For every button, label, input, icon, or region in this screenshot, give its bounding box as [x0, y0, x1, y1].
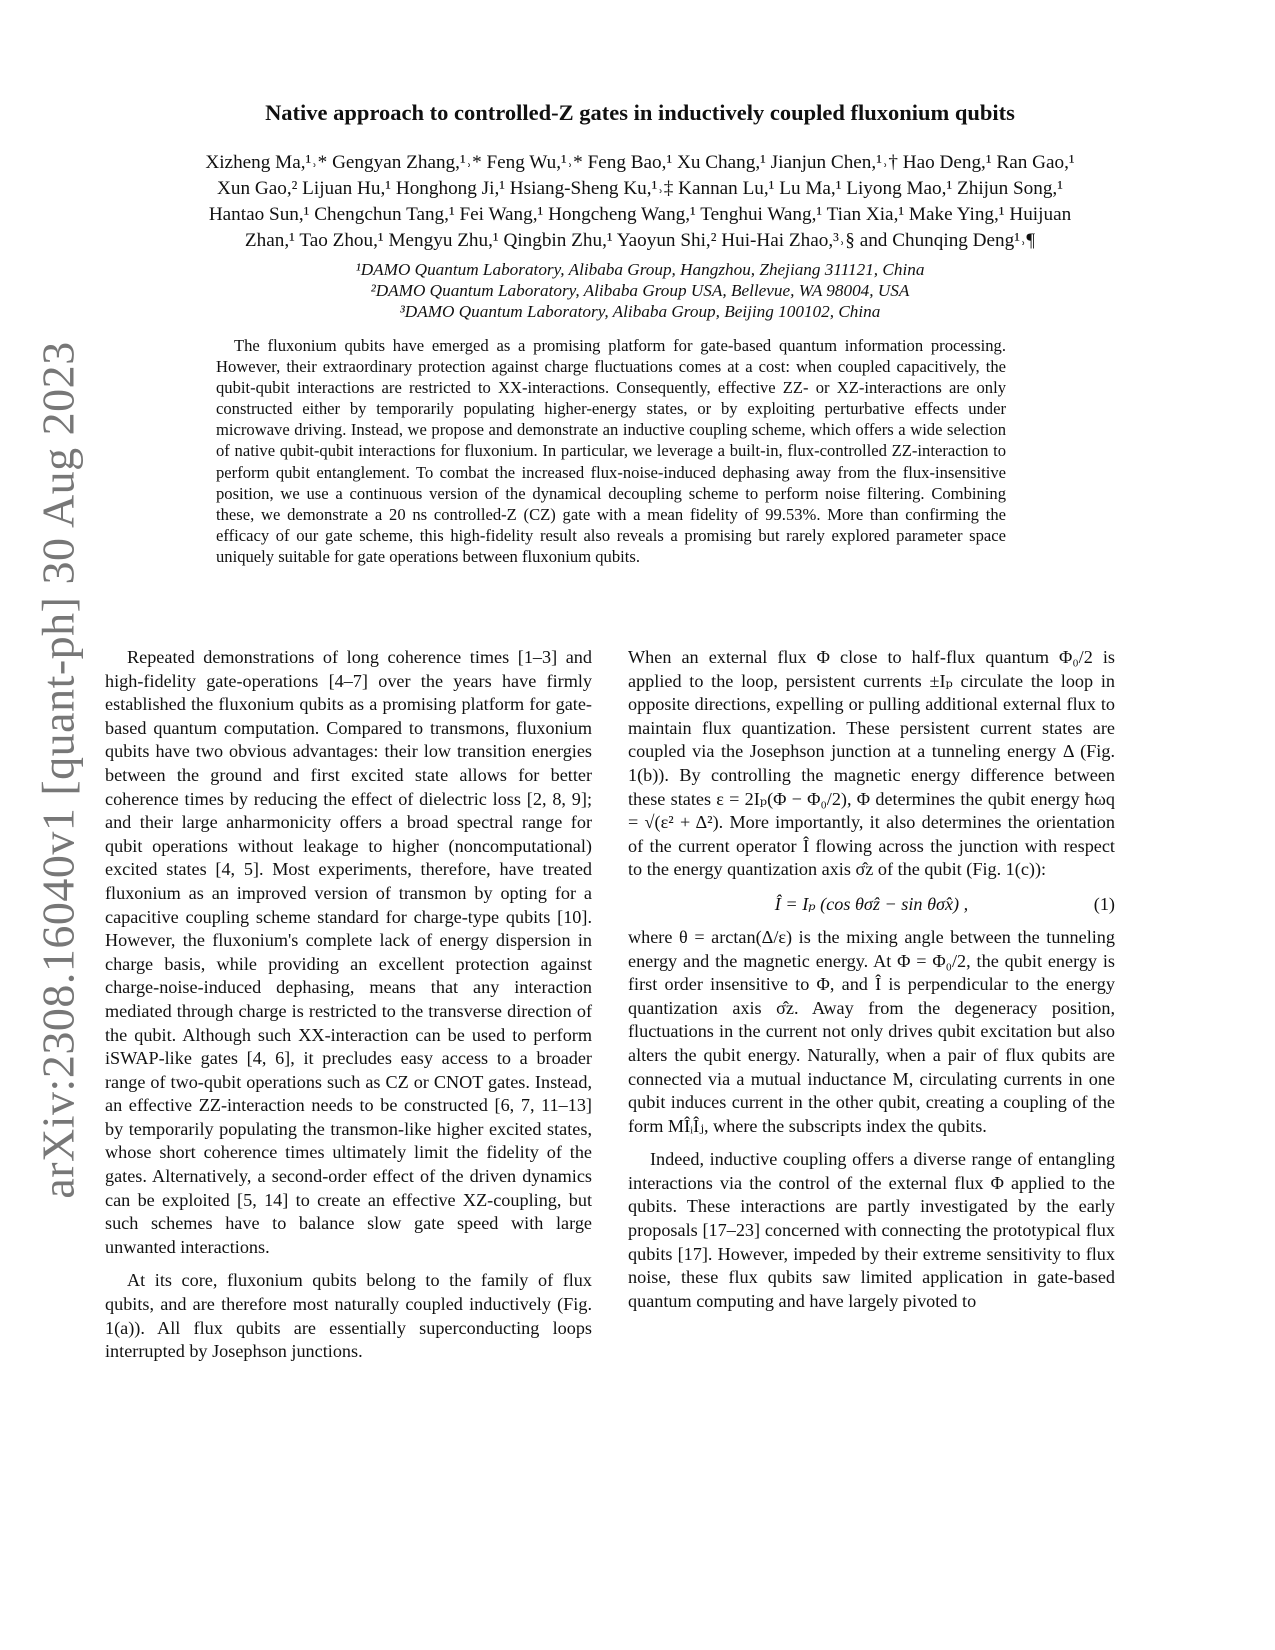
body-paragraph: When an external flux Φ close to half-flux quantum Φ₀/2 is applied to the loop, persistent currents ±Iₚ circulate the loop in opposite directions, expelling or pulling additional external flux to maintain flux quantization. These persistent current states are coupled via the Josephson junction at a tunneling energy Δ (Fig. 1(b)). By controlling the magnetic energy difference between these states ε = 2Iₚ(Φ − Φ₀/2), Φ determines the qubit energy ħωq = √(ε² + Δ²). More importantly, it also determines the orientation of the current operator Î flowing across the junction with respect to the energy quantization axis σ̂z of the qubit (Fig. 1(c)): [628, 647, 1115, 880]
paper-title: Native approach to controlled-Z gates in inductively coupled fluxonium qubits [265, 100, 1015, 125]
affiliation: ²DAMO Quantum Laboratory, Alibaba Group USA, Bellevue, WA 98004, USA [370, 281, 910, 300]
body-paragraph: where θ = arctan(Δ/ε) is the mixing angle between the tunneling energy and the magnetic energy. At Φ = Φ₀/2, the qubit energy is first order insensitive to Φ, and Î is perpendicular to the energy quantization axis σ̂z. Away from the degeneracy position, fluctuations in the current not only drives qubit excitation but also alters the qubit energy. Naturally, when a pair of flux qubits are connected via a mutual inductance M, circulating currents in one qubit induces current in the other qubit, creating a coupling of the form MÎᵢÎⱼ, where the subscripts index the qubits. [628, 926, 1115, 1136]
equation-text: Î = Iₚ (cos θσ̂z − sin θσ̂x) , [774, 893, 969, 914]
affiliation: ³DAMO Quantum Laboratory, Alibaba Group, Beijing 100102, China [399, 302, 881, 321]
body-paragraph: Indeed, inductive coupling offers a diverse range of entangling interactions via the control of the external flux Φ applied to the qubits. These interactions are partly investigated by the early proposals [17–23] concerned with connecting the prototypical flux qubits [17]. However, impeded by their extreme sensitivity to flux noise, these flux qubits saw limited application in gate-based quantum computing and have largely pivoted to [628, 1149, 1115, 1311]
equation-number: (1) [1093, 893, 1115, 914]
arxiv-identifier-text: arXiv:2308.16040v1 [quant-ph] 30 Aug 2023 [32, 341, 84, 1199]
author-line: Xizheng Ma,¹˒* Gengyan Zhang,¹˒* Feng Wu,¹˒* Feng Bao,¹ Xu Chang,¹ Jianjun Chen,¹˒† Hao Deng,¹ Ran Gao,¹ [205, 152, 1075, 173]
left-column [105, 646, 592, 1364]
author-line: Hantao Sun,¹ Chengchun Tang,¹ Fei Wang,¹ Hongcheng Wang,¹ Tenghui Wang,¹ Tian Xia,¹ Make Ying,¹ Huijuan [208, 204, 1072, 225]
body-paragraph: Repeated demonstrations of long coherence times [1–3] and high-fidelity gate-operations [4–7] over the years have firmly established the fluxonium qubits as a promising platform for gate-based quantum computation. Compared to transmons, fluxonium qubits have two obvious advantages: their low transition energies between the ground and first excited state allows for better coherence times by reducing the effect of dielectric loss [2, 8, 9]; and their large anharmonicity offers a broad spectral range for qubit operations without leakage to higher (noncomputational) excited states [4, 5]. Most experiments, therefore, have treated fluxonium as an improved version of transmon by opting for a capacitive coupling scheme standard for charge-type qubits [10]. However, the fluxonium's complete lack of energy dispersion in charge basis, while providing an excellent protection against charge-noise-induced dephasing, means that any interaction mediated through charge is restricted to the transverse direction of the qubit. Although such XX-interaction can be used to perform iSWAP-like gates [4, 6], it precludes easy access to a broader range of two-qubit operations such as CZ or CNOT gates. Instead, an effective ZZ-interaction needs to be constructed [6, 7, 11–13] by temporarily populating the transmon-like higher excited states, whose short coherence times ultimately limit the fidelity of the gates. Alternatively, a second-order effect of the driven dynamics can be exploited [5, 14] to create an effective XZ-coupling, but such schemes have to balance slow gate speed with large unwanted interactions. [105, 647, 592, 1257]
arxiv-identifier [28, 0, 88, 1650]
author-line: Xun Gao,² Lijuan Hu,¹ Honghong Ji,¹ Hsiang-Sheng Ku,¹˒‡ Kannan Lu,¹ Lu Ma,¹ Liyong Mao,¹ Zhijun Song,¹ [217, 178, 1063, 199]
affiliation-list [130, 259, 1150, 322]
body-paragraph: At its core, fluxonium qubits belong to the family of flux qubits, and are therefore most naturally coupled inductively (Fig. 1(a)). All flux qubits are essentially superconducting loops interrupted by Josephson junctions. [105, 1270, 592, 1362]
right-column [628, 646, 1115, 1313]
affiliation: ¹DAMO Quantum Laboratory, Alibaba Group, Hangzhou, Zhejiang 311121, China [355, 260, 925, 279]
author-list [110, 150, 1170, 254]
equation-1 [628, 882, 1115, 926]
author-line: Zhan,¹ Tao Zhou,¹ Mengyu Zhu,¹ Qingbin Zhu,¹ Yaoyun Shi,² Hui-Hai Zhao,³˒§ and Chunqing Deng¹˒¶ [244, 230, 1036, 251]
abstract: The fluxonium qubits have emerged as a promising platform for gate-based quantum information processing. However, their extraordinary protection against charge fluctuations comes at a cost: when coupled capacitively, the qubit-qubit interactions are restricted to XX-interactions. Consequently, effective ZZ- or XZ-interactions are only constructed either by temporarily populating higher-energy states, or by exploiting perturbative effects under microwave driving. Instead, we propose and demonstrate an inductive coupling scheme, which offers a wide selection of native qubit-qubit interactions for fluxonium. In particular, we leverage a built-in, flux-controlled ZZ-interaction to perform qubit entanglement. To combat the increased flux-noise-induced dephasing away from the flux-insensitive position, we use a continuous version of the dynamical decoupling scheme to perform noise filtering. Combining these, we demonstrate a 20 ns controlled-Z (CZ) gate with a mean fidelity of 99.53%. More than confirming the efficacy of our gate scheme, this high-fidelity result also reveals a promising but rarely explored parameter space uniquely suitable for gate operations between fluxonium qubits. [216, 336, 1006, 566]
